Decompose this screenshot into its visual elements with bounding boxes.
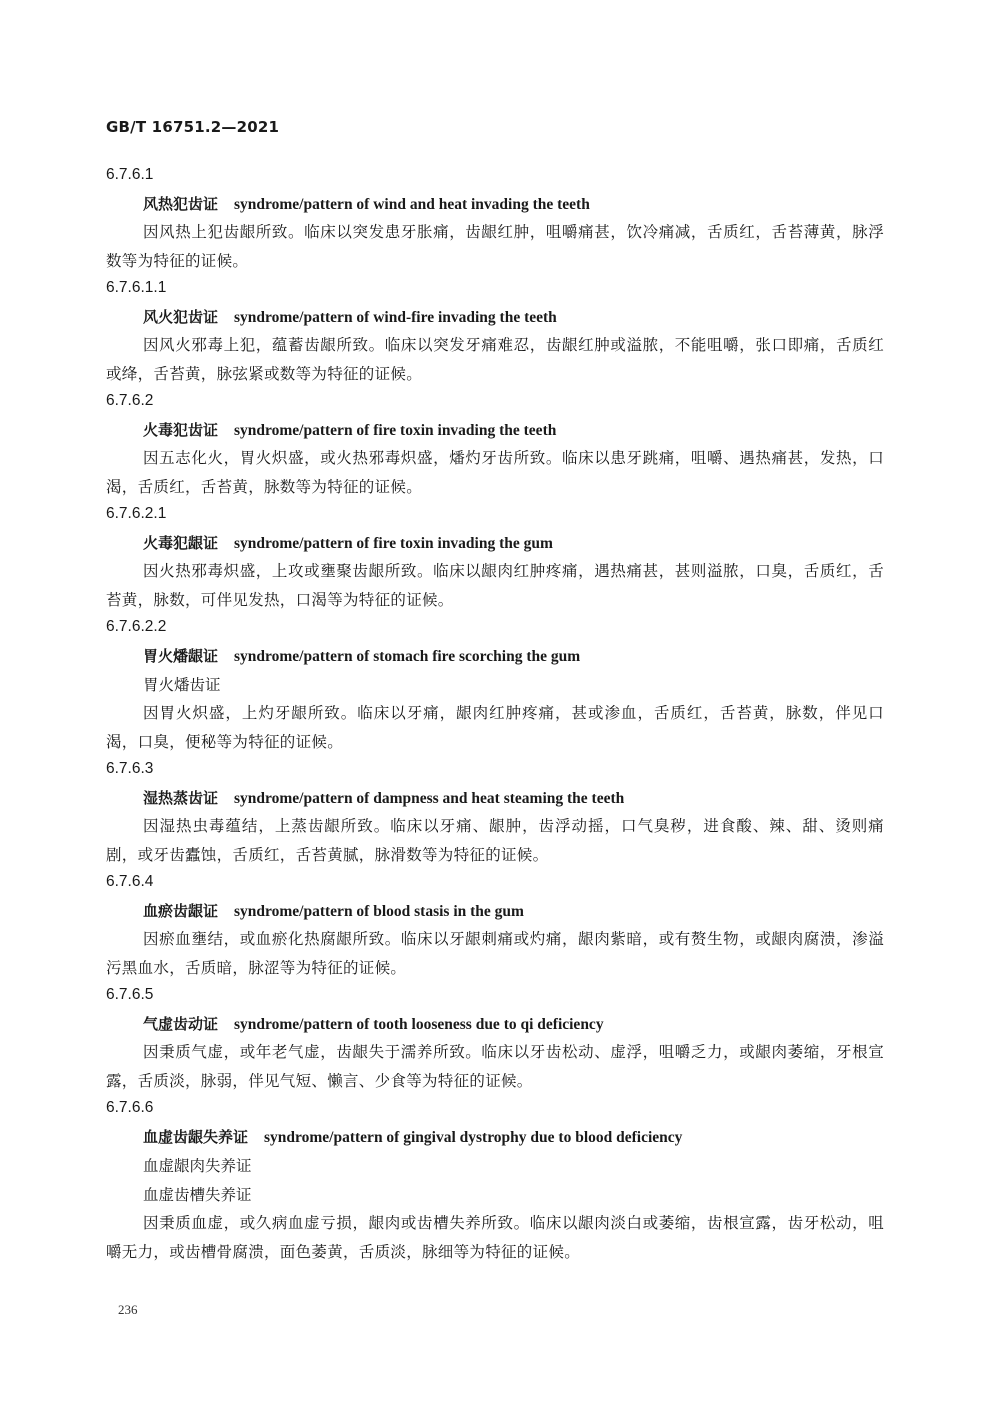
section-number: 6.7.6.2 <box>106 392 154 409</box>
term-entry <box>106 872 884 983</box>
term-zh: 气虚齿动证 <box>143 1015 219 1033</box>
term-en: syndrome/pattern of stomach fire scorching the gum <box>234 648 581 665</box>
term-heading <box>143 194 884 214</box>
term-entry <box>106 165 884 276</box>
standard-header: GB/T 16751.2—2021 <box>106 118 280 136</box>
term-entry <box>106 617 884 757</box>
definition: 因秉质血虚，或久病血虚亏损，龈肉或齿槽失养所致。临床以龈肉淡白或萎缩，齿根宣露，齿牙松动，咀嚼无力，或齿槽骨腐溃，面色萎黄，舌质淡，脉细等为特征的证候。 <box>106 1214 884 1261</box>
definition: 因五志化火，胃火炽盛，或火热邪毒炽盛，燔灼牙齿所致。临床以患牙跳痛，咀嚼、遇热痛甚，发热，口渴，舌质红，舌苔黄，脉数等为特征的证候。 <box>106 449 884 496</box>
term-en: syndrome/pattern of blood stasis in the gum <box>234 903 524 920</box>
definition: 因火热邪毒炽盛，上攻或壅聚齿龈所致。临床以龈肉红肿疼痛，遇热痛甚，甚则溢脓，口臭，舌质红，舌苔黄，脉数，可伴见发热，口渴等为特征的证候。 <box>106 562 884 609</box>
synonym: 血虚齿槽失养证 <box>143 1186 252 1204</box>
term-en: syndrome/pattern of dampness and heat steaming the teeth <box>234 790 625 807</box>
term-heading <box>143 420 884 440</box>
term-entry <box>106 504 884 615</box>
section-number: 6.7.6.3 <box>106 760 154 777</box>
term-heading <box>143 788 884 808</box>
definition: 因湿热虫毒蕴结，上蒸齿龈所致。临床以牙痛、龈肿，齿浮动摇，口气臭秽，进食酸、辣、甜、烫则痛剧，或牙齿蠹蚀，舌质红，舌苔黄腻，脉滑数等为特征的证候。 <box>106 817 884 864</box>
term-heading <box>143 901 884 921</box>
content <box>106 165 884 1269</box>
synonym: 血虚龈肉失养证 <box>143 1157 252 1175</box>
term-entry <box>106 759 884 870</box>
term-heading <box>143 1127 884 1147</box>
term-entry <box>106 278 884 389</box>
definition: 因胃火炽盛，上灼牙龈所致。临床以牙痛，龈肉红肿疼痛，甚或渗血，舌质红，舌苔黄，脉数，伴见口渴，口臭，便秘等为特征的证候。 <box>106 704 884 751</box>
section-number: 6.7.6.6 <box>106 1099 154 1116</box>
term-en: syndrome/pattern of wind and heat invading the teeth <box>234 196 590 213</box>
term-heading <box>143 646 884 666</box>
term-zh: 胃火燔龈证 <box>143 647 219 665</box>
term-zh: 湿热蒸齿证 <box>143 789 219 807</box>
term-en: syndrome/pattern of fire toxin invading the teeth <box>234 422 557 439</box>
section-number: 6.7.6.2.1 <box>106 505 167 522</box>
term-entry <box>106 391 884 502</box>
definition: 因风热上犯齿龈所致。临床以突发患牙胀痛，齿龈红肿，咀嚼痛甚，饮冷痛减，舌质红，舌苔薄黄，脉浮数等为特征的证候。 <box>106 223 884 270</box>
term-en: syndrome/pattern of wind-fire invading the teeth <box>234 309 557 326</box>
term-en: syndrome/pattern of fire toxin invading the gum <box>234 535 553 552</box>
section-number: 6.7.6.4 <box>106 873 154 890</box>
term-zh: 风火犯齿证 <box>143 308 219 326</box>
section-number: 6.7.6.5 <box>106 986 154 1003</box>
term-heading <box>143 307 884 327</box>
definition: 因瘀血壅结，或血瘀化热腐龈所致。临床以牙龈刺痛或灼痛，龈肉紫暗，或有赘生物，或龈肉腐溃，渗溢污黑血水，舌质暗，脉涩等为特征的证候。 <box>106 930 884 977</box>
term-zh: 血虚齿龈失养证 <box>143 1128 249 1146</box>
page-number: 236 <box>118 1302 138 1317</box>
section-number: 6.7.6.1.1 <box>106 279 167 296</box>
term-entry <box>106 1098 884 1267</box>
definition: 因风火邪毒上犯，蕴蓄齿龈所致。临床以突发牙痛难忍，齿龈红肿或溢脓，不能咀嚼，张口即痛，舌质红或绛，舌苔黄，脉弦紧或数等为特征的证候。 <box>106 336 884 383</box>
term-heading <box>143 1014 884 1034</box>
section-number: 6.7.6.1 <box>106 166 154 183</box>
synonym: 胃火燔齿证 <box>143 676 221 694</box>
definition: 因秉质气虚，或年老气虚，齿龈失于濡养所致。临床以牙齿松动、虚浮，咀嚼乏力，或龈肉萎缩，牙根宣露，舌质淡，脉弱，伴见气短、懒言、少食等为特征的证候。 <box>106 1043 884 1090</box>
term-zh: 火毒犯齿证 <box>143 421 219 439</box>
term-heading <box>143 533 884 553</box>
term-en: syndrome/pattern of tooth looseness due to qi deficiency <box>234 1016 604 1033</box>
term-zh: 血瘀齿龈证 <box>143 902 219 920</box>
term-zh: 风热犯齿证 <box>143 195 219 213</box>
term-en: syndrome/pattern of gingival dystrophy due to blood deficiency <box>264 1129 683 1146</box>
term-zh: 火毒犯龈证 <box>143 534 219 552</box>
term-entry <box>106 985 884 1096</box>
section-number: 6.7.6.2.2 <box>106 618 167 635</box>
